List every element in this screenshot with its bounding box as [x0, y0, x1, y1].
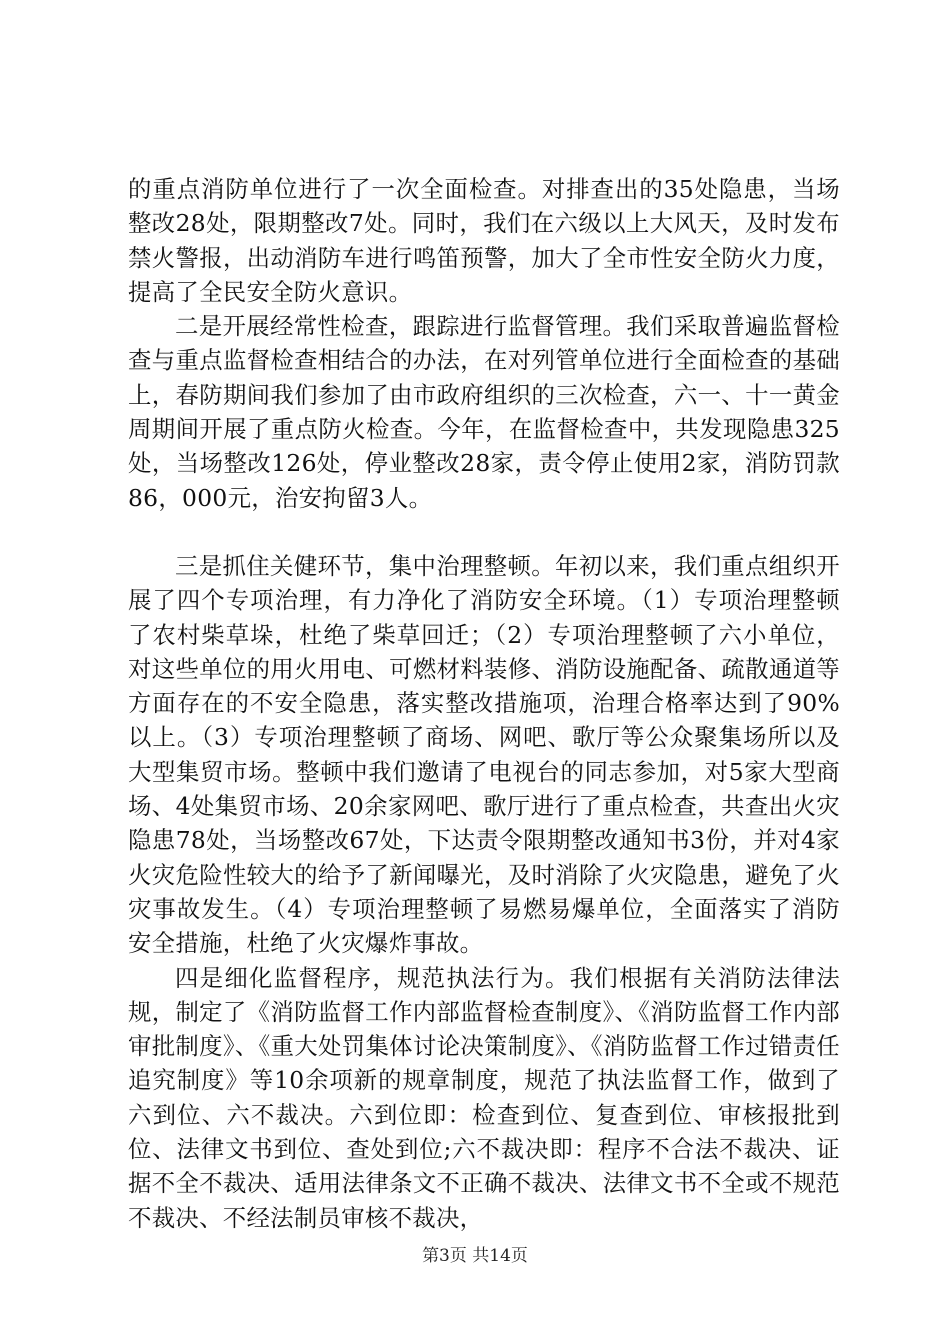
paragraph-regular-inspection: 二是开展经常性检查，跟踪进行监督管理。我们采取普遍监督检查与重点监督检查相结合的办法，在对列管单位进行全面检查的基础上，春防期间我们参加了由市政府组织的三次检查，六一、十一黄金周期间开展了重点防火检查。今年，在监督检查中，共发现隐患325处，当场整改126处，停业整改28家，责令停止使用2家，消防罚款86，000元，治安拘留3人。: [128, 312, 840, 512]
page-number-footer: 第3页 共14页: [422, 1246, 528, 1266]
paragraph-special-rectification: 三是抓住关健环节，集中治理整顿。年初以来，我们重点组织开展了四个专项治理，有力净化了消防安全环境。（1）专项治理整顿了农村柴草垛，杜绝了柴草回迁；（2）专项治理整顿了六小单位，对这些单位的用火用电、可燃材料装修、消防设施配备、疏散通道等方面存在的不安全隐患，落实整改措施项，治理合格率达到了90%以上。（3）专项治理整顿了商场、网吧、歌厅等公众聚集场所以及大型集贸市场。整顿中我们邀请了电视台的同志参加，对5家大型商场、4处集贸市场、20余家网吧、歌厅进行了重点检查，共查出火灾隐患78处，当场整改67处，下达责令限期整改通知书3份，并对4家火灾危险性较大的给予了新闻曝光，及时消除了火灾隐患，避免了火灾事故发生。（4）专项治理整顿了易燃易爆单位，全面落实了消防安全措施，杜绝了火灾爆炸事故。: [128, 551, 840, 958]
document-body: [128, 172, 840, 1235]
paragraph-supervision-procedure: 四是细化监督程序，规范执法行为。我们根据有关消防法律法规，制定了《消防监督工作内部监督检查制度》、《消防监督工作内部审批制度》、《重大处罚集体讨论决策制度》、《消防监督工作过错责任追究制度》等10余项新的规章制度，规范了执法监督工作，做到了六到位、六不裁决。六到位即：检查到位、复查到位、审核报批到位、法律文书到位、查处到位;六不裁决即：程序不合法不裁决、证据不全不裁决、适用法律条文不正确不裁决、法律文书不全或不规范不裁决、不经法制员审核不裁决，: [128, 963, 840, 1232]
paragraph-continuation: 的重点消防单位进行了一次全面检查。对排查出的35处隐患，当场整改28处，限期整改7处。同时，我们在六级以上大风天，及时发布禁火警报，出动消防车进行鸣笛预警，加大了全市性安全防火力度，提高了全民安全防火意识。: [128, 175, 840, 306]
